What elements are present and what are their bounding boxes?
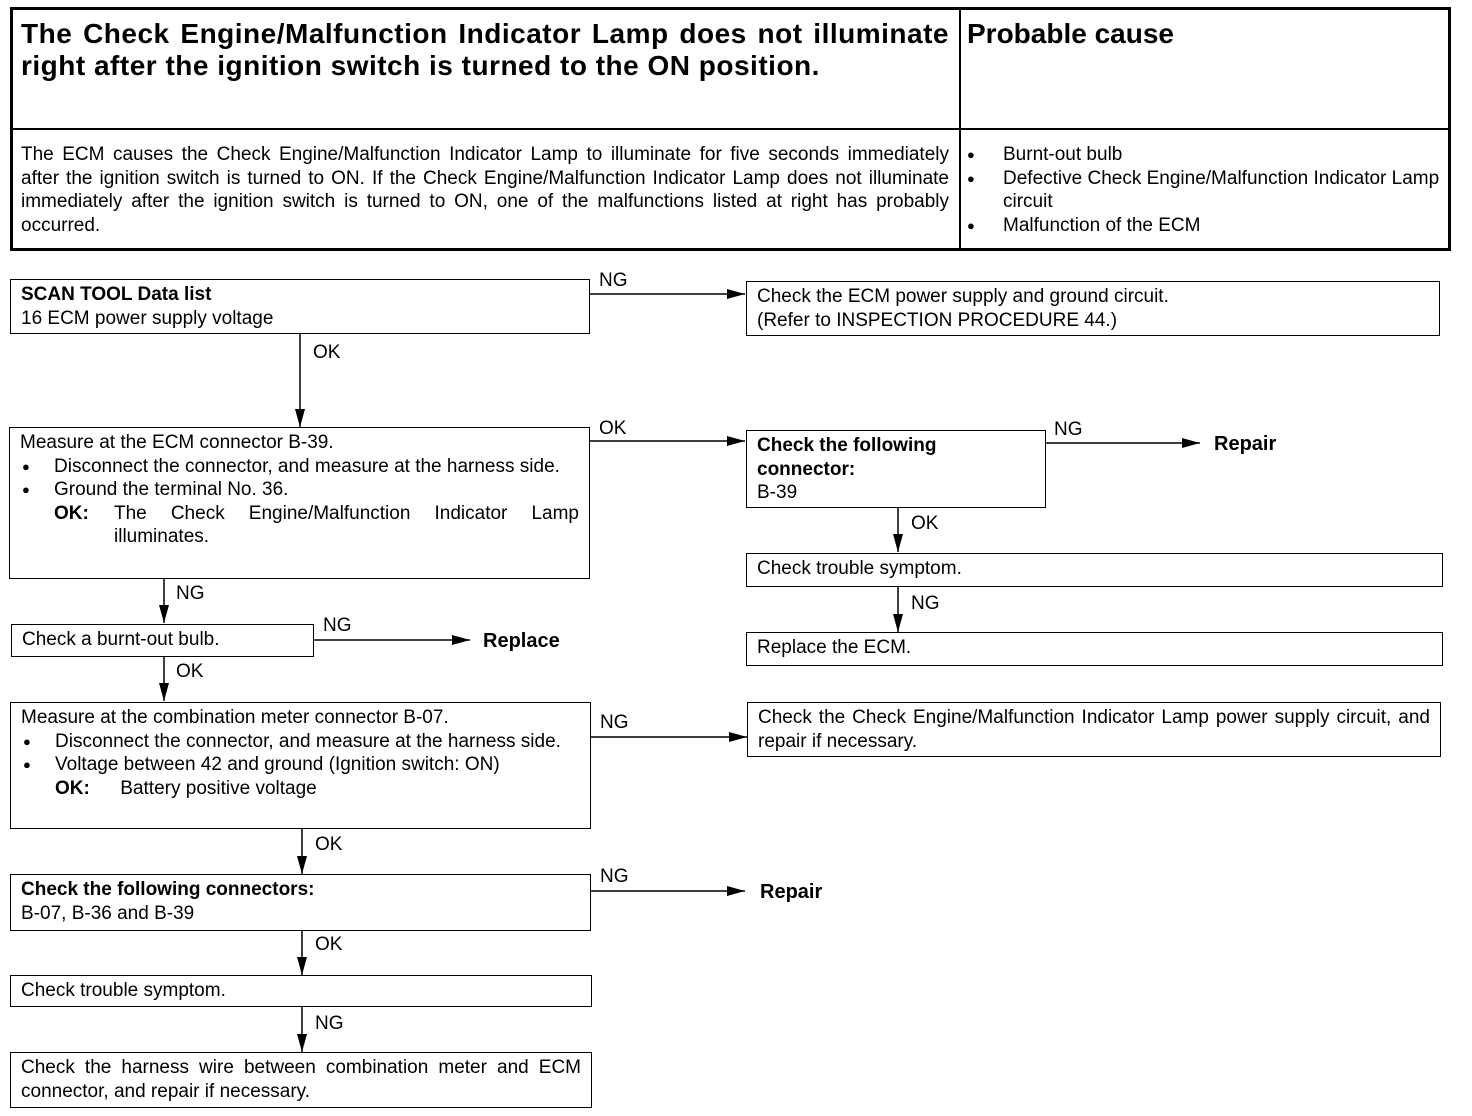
measure-meter-bullet: ● Voltage between 42 and ground (Ignition switch: ON): [21, 753, 580, 777]
check-bulb-box: [11, 624, 314, 657]
ng-label: NG: [911, 593, 940, 614]
ng-label: NG: [1054, 419, 1083, 440]
harness-check-box: [10, 1052, 592, 1108]
measure-meter-heading: Measure at the combination meter connector B-07.: [21, 707, 449, 728]
ng-label: NG: [599, 270, 628, 291]
ng-label: NG: [600, 866, 629, 887]
ok-label: OK: [315, 934, 343, 955]
ng-label: NG: [600, 712, 629, 733]
cause-item: ● Malfunction of the ECM: [967, 214, 1447, 238]
ok-text: Battery positive voltage: [120, 777, 317, 799]
harness-check-text: Check the harness wire between combination meter and ECM connector, and repair if necessary.: [21, 1057, 581, 1102]
measure-ecm-heading: Measure at the ECM connector B-39.: [20, 432, 334, 453]
symptom-description: The ECM causes the Check Engine/Malfunction Indicator Lamp to illuminate for five seconds immediately after the ignition switch is turned to ON. If the Check Engine/Malfunction Indicator Lamp does not illuminate immediately after the ignition switch is turned to ON, one of the malfunctions listed at right has probably occurred.: [21, 144, 949, 236]
ok-label: OK:: [54, 502, 89, 524]
ok-label: OK: [315, 834, 343, 855]
lamp-power-check-text: Check the Check Engine/Malfunction Indicator Lamp power supply circuit, and repair if necessary.: [758, 707, 1430, 752]
measure-meter-bullet: ● Disconnect the connector, and measure at the harness side.: [21, 730, 580, 754]
ok-label: OK:: [55, 777, 90, 799]
symptom-title: The Check Engine/Malfunction Indicator Lamp does not illuminate right after the ignition switch is turned to the ON position.: [21, 18, 949, 81]
measure-ecm-box: [9, 427, 590, 579]
check-connector-b39-box: [746, 430, 1046, 508]
ng-label: NG: [315, 1013, 344, 1034]
check-trouble-box: [746, 553, 1443, 587]
check-connector-item: B-39: [757, 482, 798, 503]
scan-tool-item: 16 ECM power supply voltage: [21, 307, 274, 329]
repair-label: Repair: [1214, 433, 1277, 455]
ecm-power-check-box: [746, 281, 1440, 336]
ng-label: NG: [323, 615, 352, 636]
cause-item: ● Defective Check Engine/Malfunction Indicator Lamp circuit: [967, 167, 1447, 214]
lamp-power-check-box: [747, 702, 1441, 757]
scan-tool-title: SCAN TOOL Data list: [21, 284, 212, 305]
measure-ecm-bullet: ● Ground the terminal No. 36.: [20, 478, 579, 502]
ok-label: OK: [313, 342, 341, 363]
check-connectors-title: Check the following connectors:: [21, 879, 315, 900]
check-connector-title: Check the following connector:: [757, 435, 937, 480]
check-connectors-box: [10, 874, 591, 931]
check-bulb-text: Check a burnt-out bulb.: [22, 629, 220, 650]
measure-ecm-ok: [20, 502, 579, 549]
measure-meter-box: [10, 702, 591, 829]
replace-ecm-box: [746, 632, 1443, 666]
ng-label: NG: [176, 583, 205, 604]
ecm-power-check-line1: Check the ECM power supply and ground circuit.: [757, 286, 1169, 307]
repair-label: Repair: [760, 881, 823, 903]
ok-text: The Check Engine/Malfunction Indicator Lamp illuminates.: [114, 502, 579, 547]
check-trouble-box: [10, 975, 592, 1007]
scan-tool-box: [10, 279, 590, 334]
ok-label: OK: [911, 513, 939, 534]
measure-meter-ok: [21, 777, 580, 801]
replace-ecm-text: Replace the ECM.: [757, 637, 912, 658]
ok-label: OK: [176, 661, 204, 682]
check-trouble-text: Check trouble symptom.: [21, 980, 226, 1001]
replace-label: Replace: [483, 630, 560, 652]
ok-label: OK: [599, 418, 627, 439]
check-connectors-item: B-07, B-36 and B-39: [21, 902, 195, 924]
measure-ecm-bullet: ● Disconnect the connector, and measure at the harness side.: [20, 455, 579, 479]
cause-item: ● Burnt-out bulb: [967, 143, 1447, 167]
check-trouble-text: Check trouble symptom.: [757, 558, 962, 579]
probable-cause-heading: Probable cause: [967, 18, 1174, 49]
ecm-power-check-line2: (Refer to INSPECTION PROCEDURE 44.): [757, 309, 1118, 331]
